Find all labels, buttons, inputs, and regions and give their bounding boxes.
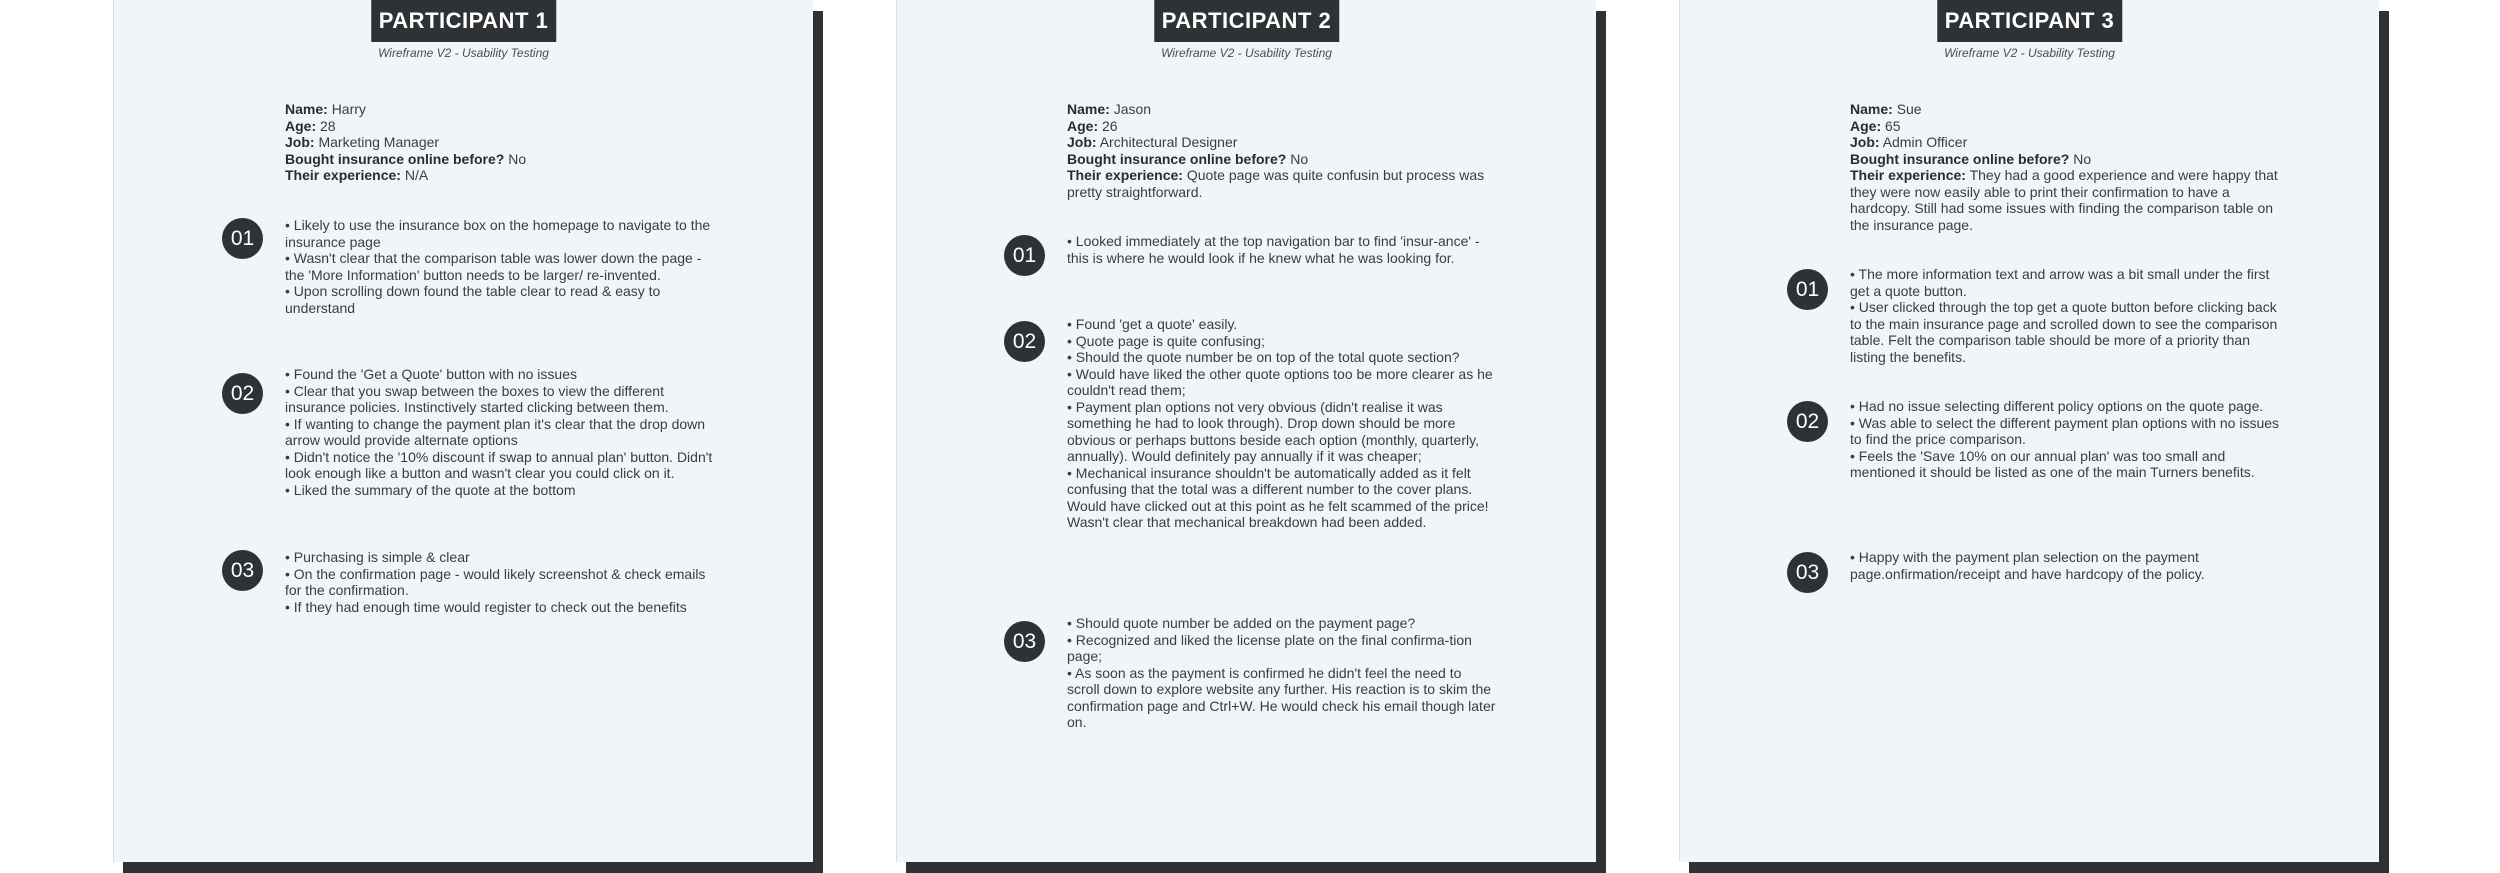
participant-subtitle: Wireframe V2 - Usability Testing — [1161, 46, 1332, 60]
bullet-item: • Clear that you swap between the boxes to view the different insurance policies. Instinctively started clicking between them. — [285, 382, 669, 415]
bullet-item: • Feels the 'Save 10% on our annual plan' was too small and mentioned it should be listed as one of the main Turners benefits. — [1850, 447, 2255, 480]
bullet-item: • Had no issue selecting different policy options on the quote page. — [1850, 398, 2264, 414]
section-bullets — [1850, 266, 2280, 365]
participant-card-3 — [1679, 0, 2379, 862]
bullet-item: • Happy with the payment plan selection on the payment page.onfirmation/receipt and have hardcopy of the policy. — [1850, 549, 2205, 582]
card-body — [113, 0, 813, 862]
bullet-item: • Should quote number be added on the payment page? — [1067, 615, 1416, 631]
bullet-item: • Should the quote number be on top of the total quote section? — [1067, 349, 1460, 365]
profile-age: Age: 26 — [1067, 117, 1118, 134]
bullet-item: • Likely to use the insurance box on the homepage to navigate to the insurance page — [285, 217, 711, 250]
profile-job: Job: Admin Officer — [1850, 134, 1968, 150]
bullet-item: • Payment plan options not very obvious (didn't realise it was something he had to look through). Drop down should be more obvious or perhaps buttons beside each option (monthly, quarterly, annually). Would definitely pay annually if it was cheaper; — [1067, 398, 1479, 464]
bullet-item: • Didn't notice the '10% discount if swap to annual plan' button. Didn't look enough like a button and wasn't clear you could click on it. — [285, 448, 713, 481]
profile-name: Name: Sue — [1850, 101, 1922, 117]
section-number-badge: 02 — [222, 373, 263, 414]
profile-job: Job: Marketing Manager — [285, 134, 440, 150]
participant-profile — [285, 101, 715, 184]
participant-profile — [1850, 101, 2280, 233]
bullet-item: • As soon as the payment is confirmed he didn't feel the need to scroll down to explore website any further. His reaction is to skim the confirmation page and Ctrl+W. He would check his email though later on. — [1067, 664, 1496, 730]
bullet-item: • Upon scrolling down found the table clear to read & easy to understand — [285, 283, 661, 316]
bullet-item: • Found the 'Get a Quote' button with no issues — [285, 366, 577, 382]
finding-section-01 — [1787, 266, 2283, 365]
bullet-item: • Looked immediately at the top navigation bar to find 'insur-ance' - this is where he would look if he knew what he was looking for. — [1067, 233, 1480, 266]
section-number-badge: 02 — [1004, 321, 1045, 362]
profile-bought-online: Bought insurance online before? No — [1850, 150, 2092, 167]
bullet-item: • On the confirmation page - would likely screenshot & check emails for the confirmation. — [285, 565, 706, 598]
profile-age: Age: 28 — [285, 117, 336, 134]
finding-section-01 — [1004, 233, 1500, 293]
section-bullets — [1850, 549, 2280, 582]
section-bullets — [285, 366, 715, 498]
section-number-badge: 01 — [1787, 269, 1828, 310]
profile-bought-online: Bought insurance online before? No — [285, 150, 527, 167]
profile-age: Age: 65 — [1850, 117, 1901, 134]
participant-subtitle: Wireframe V2 - Usability Testing — [1944, 46, 2115, 60]
profile-name: Name: Harry — [285, 101, 366, 117]
profile-experience: Their experience: Quote page was quite confusin but process was pretty straightforward. — [1067, 167, 1485, 200]
profile-job: Job: Architectural Designer — [1067, 134, 1238, 150]
section-number-badge: 03 — [1004, 621, 1045, 662]
finding-section-02 — [1787, 398, 2283, 480]
profile-bought-online: Bought insurance online before? No — [1067, 150, 1309, 167]
finding-section-03 — [222, 549, 718, 615]
finding-section-03 — [1787, 549, 2283, 609]
participant-title: PARTICIPANT 2 — [1154, 0, 1339, 42]
section-bullets — [1067, 615, 1497, 731]
bullet-item: • Purchasing is simple & clear — [285, 549, 470, 565]
profile-experience: Their experience: N/A — [285, 167, 429, 183]
section-number-badge: 01 — [1004, 235, 1045, 276]
participant-title: PARTICIPANT 3 — [1937, 0, 2122, 42]
bullet-item: • If wanting to change the payment plan it's clear that the drop down arrow would provide alternate options — [285, 415, 706, 448]
participant-card-2 — [896, 0, 1596, 862]
section-bullets — [1067, 316, 1497, 531]
finding-section-03 — [1004, 615, 1500, 730]
participant-subtitle: Wireframe V2 - Usability Testing — [378, 46, 549, 60]
bullet-item: • If they had enough time would register to check out the benefits — [285, 598, 687, 615]
participant-card-1 — [113, 0, 813, 862]
finding-section-02 — [1004, 316, 1500, 530]
section-bullets — [285, 549, 715, 615]
participant-profile — [1067, 101, 1497, 200]
finding-section-01 — [222, 217, 718, 316]
section-number-badge: 03 — [222, 550, 263, 591]
card-body — [1679, 0, 2379, 862]
section-number-badge: 02 — [1787, 401, 1828, 442]
bullet-item: • Mechanical insurance shouldn't be automatically added as it felt confusing that the total was a different number to the cover plans. Would have clicked out at this point as he felt scammed of the price! Wasn't clear that mechanical breakdown had been added. — [1067, 464, 1489, 530]
bullet-item: • Wasn't clear that the comparison table was lower down the page - the 'More Information' button needs to be larger/ re-invented. — [285, 250, 702, 283]
bullet-item: • Found 'get a quote' easily. — [1067, 316, 1238, 332]
bullet-item: • Quote page is quite confusing; — [1067, 332, 1265, 349]
section-number-badge: 01 — [222, 218, 263, 259]
bullet-item: • Liked the summary of the quote at the bottom — [285, 481, 576, 498]
profile-experience: Their experience: They had a good experience and were happy that they were now easily able to print their confirmation to have a hardcopy. Still had some issues with finding the comparison table on the insurance page. — [1850, 167, 2278, 233]
participant-title: PARTICIPANT 1 — [371, 0, 556, 42]
section-bullets — [1850, 398, 2280, 481]
bullet-item: • Recognized and liked the license plate on the final confirma-tion page; — [1067, 631, 1472, 664]
profile-name: Name: Jason — [1067, 101, 1152, 117]
section-number-badge: 03 — [1787, 552, 1828, 593]
finding-section-02 — [222, 366, 718, 498]
section-bullets — [1067, 233, 1497, 266]
section-bullets — [285, 217, 715, 316]
bullet-item: • The more information text and arrow was a bit small under the first get a quote button. — [1850, 266, 2270, 299]
bullet-item: • Would have liked the other quote options too be more clearer as he couldn't read them; — [1067, 365, 1493, 398]
bullet-item: • Was able to select the different payment plan options with no issues to find the price comparison. — [1850, 414, 2280, 447]
bullet-item: • User clicked through the top get a quote button before clicking back to the main insurance page and scrolled down to see the comparison table. Felt the comparison table should be more of a priority than listing the benefits. — [1850, 299, 2278, 365]
card-body — [896, 0, 1596, 862]
